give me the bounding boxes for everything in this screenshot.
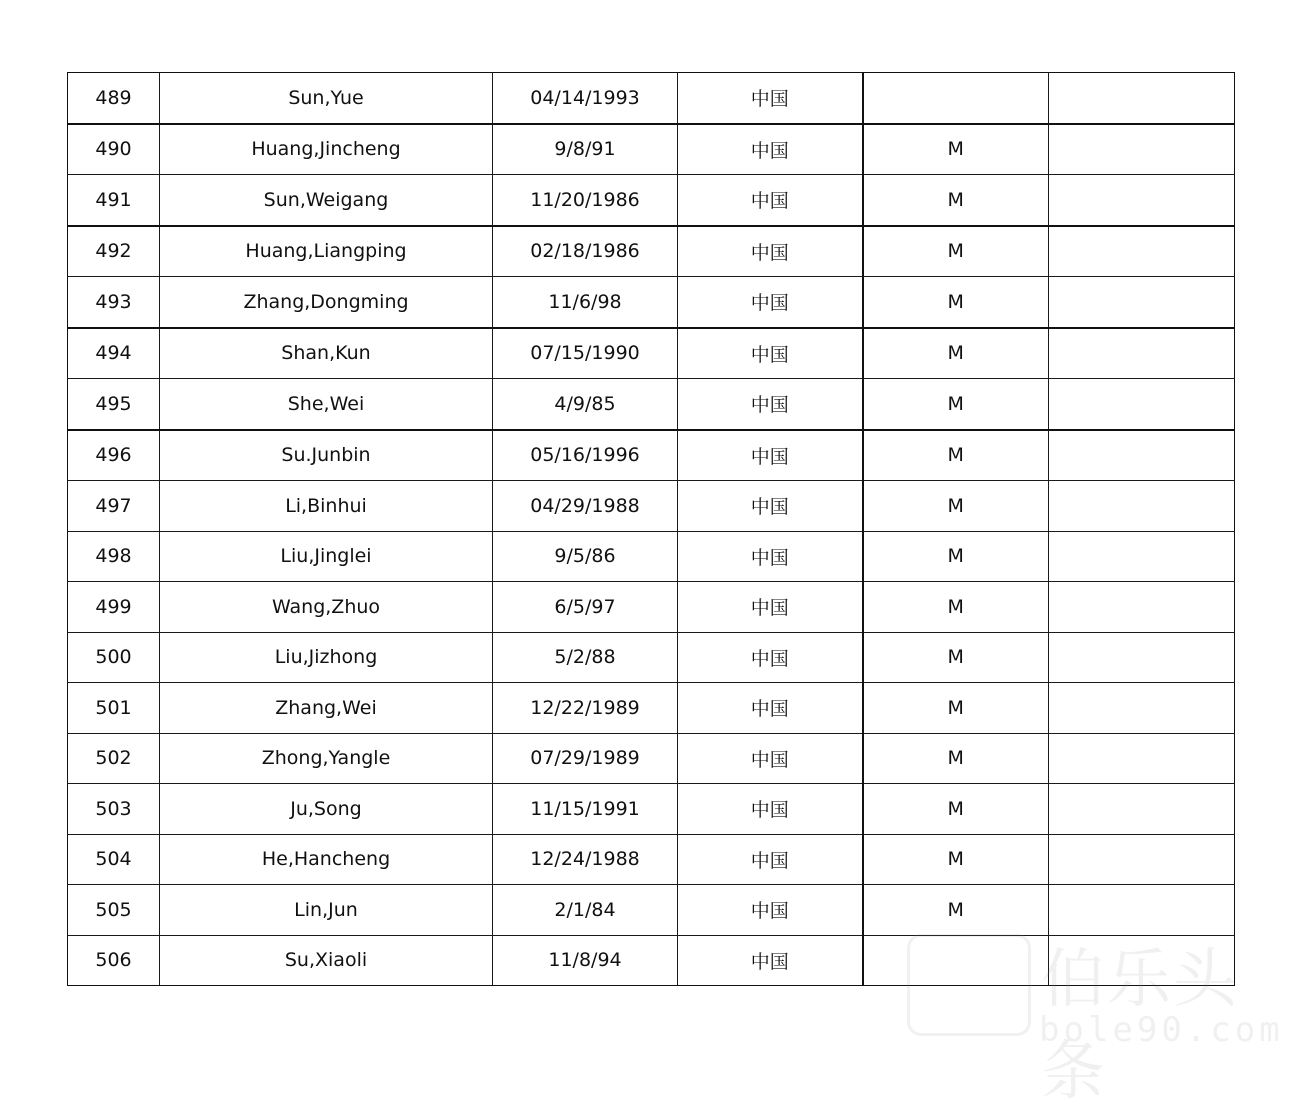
- cell-name: She,Wei: [160, 379, 493, 430]
- watermark-url: bole90.com: [1039, 1010, 1284, 1050]
- cell-number: 498: [68, 531, 160, 582]
- cell-gender: M: [863, 226, 1049, 277]
- cell-gender: M: [863, 481, 1049, 532]
- table-row: [68, 885, 1235, 936]
- cell-name: Sun,Yue: [160, 73, 493, 124]
- cell-birthdate: 5/2/88: [493, 632, 678, 683]
- cell-note: [1049, 430, 1235, 481]
- cell-gender: M: [863, 531, 1049, 582]
- cell-name: Li,Binhui: [160, 481, 493, 532]
- table-row: [68, 379, 1235, 430]
- cell-number: 502: [68, 733, 160, 784]
- cell-gender: [863, 73, 1049, 124]
- cell-gender: M: [863, 430, 1049, 481]
- cell-number: 506: [68, 935, 160, 986]
- cell-note: [1049, 124, 1235, 175]
- table-row: [68, 73, 1235, 124]
- cell-note: [1049, 885, 1235, 936]
- cell-country: 中国: [678, 175, 863, 226]
- cell-gender: M: [863, 277, 1049, 328]
- cell-birthdate: 4/9/85: [493, 379, 678, 430]
- cell-name: Liu,Jizhong: [160, 632, 493, 683]
- cell-number: 500: [68, 632, 160, 683]
- cell-number: 493: [68, 277, 160, 328]
- cell-note: [1049, 226, 1235, 277]
- cell-birthdate: 9/5/86: [493, 531, 678, 582]
- cell-gender: M: [863, 834, 1049, 885]
- cell-gender: M: [863, 582, 1049, 633]
- cell-name: Huang,Liangping: [160, 226, 493, 277]
- cell-birthdate: 04/14/1993: [493, 73, 678, 124]
- cell-country: 中国: [678, 531, 863, 582]
- cell-birthdate: 6/5/97: [493, 582, 678, 633]
- cell-gender: M: [863, 784, 1049, 835]
- cell-note: [1049, 481, 1235, 532]
- cell-country: 中国: [678, 73, 863, 124]
- cell-name: Ju,Song: [160, 784, 493, 835]
- cell-note: [1049, 531, 1235, 582]
- cell-name: Huang,Jincheng: [160, 124, 493, 175]
- cell-birthdate: 12/24/1988: [493, 834, 678, 885]
- table-row: [68, 784, 1235, 835]
- cell-birthdate: 07/29/1989: [493, 733, 678, 784]
- cell-gender: M: [863, 885, 1049, 936]
- cell-number: 492: [68, 226, 160, 277]
- cell-number: 499: [68, 582, 160, 633]
- cell-name: Zhang,Wei: [160, 683, 493, 734]
- cell-name: Zhong,Yangle: [160, 733, 493, 784]
- cell-note: [1049, 733, 1235, 784]
- table-row: [68, 226, 1235, 277]
- cell-number: 504: [68, 834, 160, 885]
- cell-number: 505: [68, 885, 160, 936]
- cell-country: 中国: [678, 328, 863, 379]
- cell-country: 中国: [678, 379, 863, 430]
- table-row: [68, 175, 1235, 226]
- cell-number: 495: [68, 379, 160, 430]
- table-row: [68, 277, 1235, 328]
- cell-birthdate: 11/20/1986: [493, 175, 678, 226]
- cell-name: Sun,Weigang: [160, 175, 493, 226]
- cell-country: 中国: [678, 481, 863, 532]
- cell-number: 503: [68, 784, 160, 835]
- cell-country: 中国: [678, 582, 863, 633]
- cell-note: [1049, 379, 1235, 430]
- table-row: [68, 531, 1235, 582]
- cell-gender: M: [863, 124, 1049, 175]
- cell-gender: [863, 935, 1049, 986]
- cell-country: 中国: [678, 834, 863, 885]
- cell-number: 497: [68, 481, 160, 532]
- cell-country: 中国: [678, 885, 863, 936]
- cell-name: Su.Junbin: [160, 430, 493, 481]
- cell-name: Shan,Kun: [160, 328, 493, 379]
- cell-gender: M: [863, 175, 1049, 226]
- cell-birthdate: 11/6/98: [493, 277, 678, 328]
- cell-birthdate: 04/29/1988: [493, 481, 678, 532]
- cell-birthdate: 9/8/91: [493, 124, 678, 175]
- cell-number: 490: [68, 124, 160, 175]
- cell-country: 中国: [678, 733, 863, 784]
- cell-note: [1049, 784, 1235, 835]
- cell-birthdate: 07/15/1990: [493, 328, 678, 379]
- cell-number: 494: [68, 328, 160, 379]
- cell-number: 501: [68, 683, 160, 734]
- cell-country: 中国: [678, 277, 863, 328]
- cell-gender: M: [863, 733, 1049, 784]
- cell-note: [1049, 834, 1235, 885]
- cell-birthdate: 02/18/1986: [493, 226, 678, 277]
- cell-note: [1049, 328, 1235, 379]
- cell-birthdate: 11/8/94: [493, 935, 678, 986]
- cell-gender: M: [863, 683, 1049, 734]
- cell-note: [1049, 632, 1235, 683]
- cell-name: Wang,Zhuo: [160, 582, 493, 633]
- cell-gender: M: [863, 328, 1049, 379]
- cell-country: 中国: [678, 935, 863, 986]
- cell-country: 中国: [678, 784, 863, 835]
- table-row: [68, 632, 1235, 683]
- cell-note: [1049, 683, 1235, 734]
- cell-country: 中国: [678, 124, 863, 175]
- cell-name: Liu,Jinglei: [160, 531, 493, 582]
- table-row: [68, 834, 1235, 885]
- cell-number: 491: [68, 175, 160, 226]
- cell-birthdate: 05/16/1996: [493, 430, 678, 481]
- table-row: [68, 430, 1235, 481]
- roster-table: [67, 72, 1235, 986]
- cell-birthdate: 2/1/84: [493, 885, 678, 936]
- cell-birthdate: 11/15/1991: [493, 784, 678, 835]
- cell-gender: M: [863, 632, 1049, 683]
- table-row: [68, 935, 1235, 986]
- cell-note: [1049, 277, 1235, 328]
- cell-country: 中国: [678, 430, 863, 481]
- cell-name: He,Hancheng: [160, 834, 493, 885]
- cell-country: 中国: [678, 683, 863, 734]
- table-row: [68, 124, 1235, 175]
- cell-note: [1049, 73, 1235, 124]
- cell-gender: M: [863, 379, 1049, 430]
- cell-number: 496: [68, 430, 160, 481]
- cell-name: Lin,Jun: [160, 885, 493, 936]
- cell-birthdate: 12/22/1989: [493, 683, 678, 734]
- cell-note: [1049, 582, 1235, 633]
- table-row: [68, 481, 1235, 532]
- table-row: [68, 733, 1235, 784]
- cell-number: 489: [68, 73, 160, 124]
- cell-country: 中国: [678, 632, 863, 683]
- cell-country: 中国: [678, 226, 863, 277]
- cell-name: Zhang,Dongming: [160, 277, 493, 328]
- table-row: [68, 683, 1235, 734]
- table-row: [68, 328, 1235, 379]
- cell-note: [1049, 175, 1235, 226]
- watermark-brand: 伯乐头条: [1041, 943, 1239, 1109]
- table-row: [68, 582, 1235, 633]
- cell-note: [1049, 935, 1235, 986]
- roster-table-body: [68, 73, 1235, 986]
- cell-name: Su,Xiaoli: [160, 935, 493, 986]
